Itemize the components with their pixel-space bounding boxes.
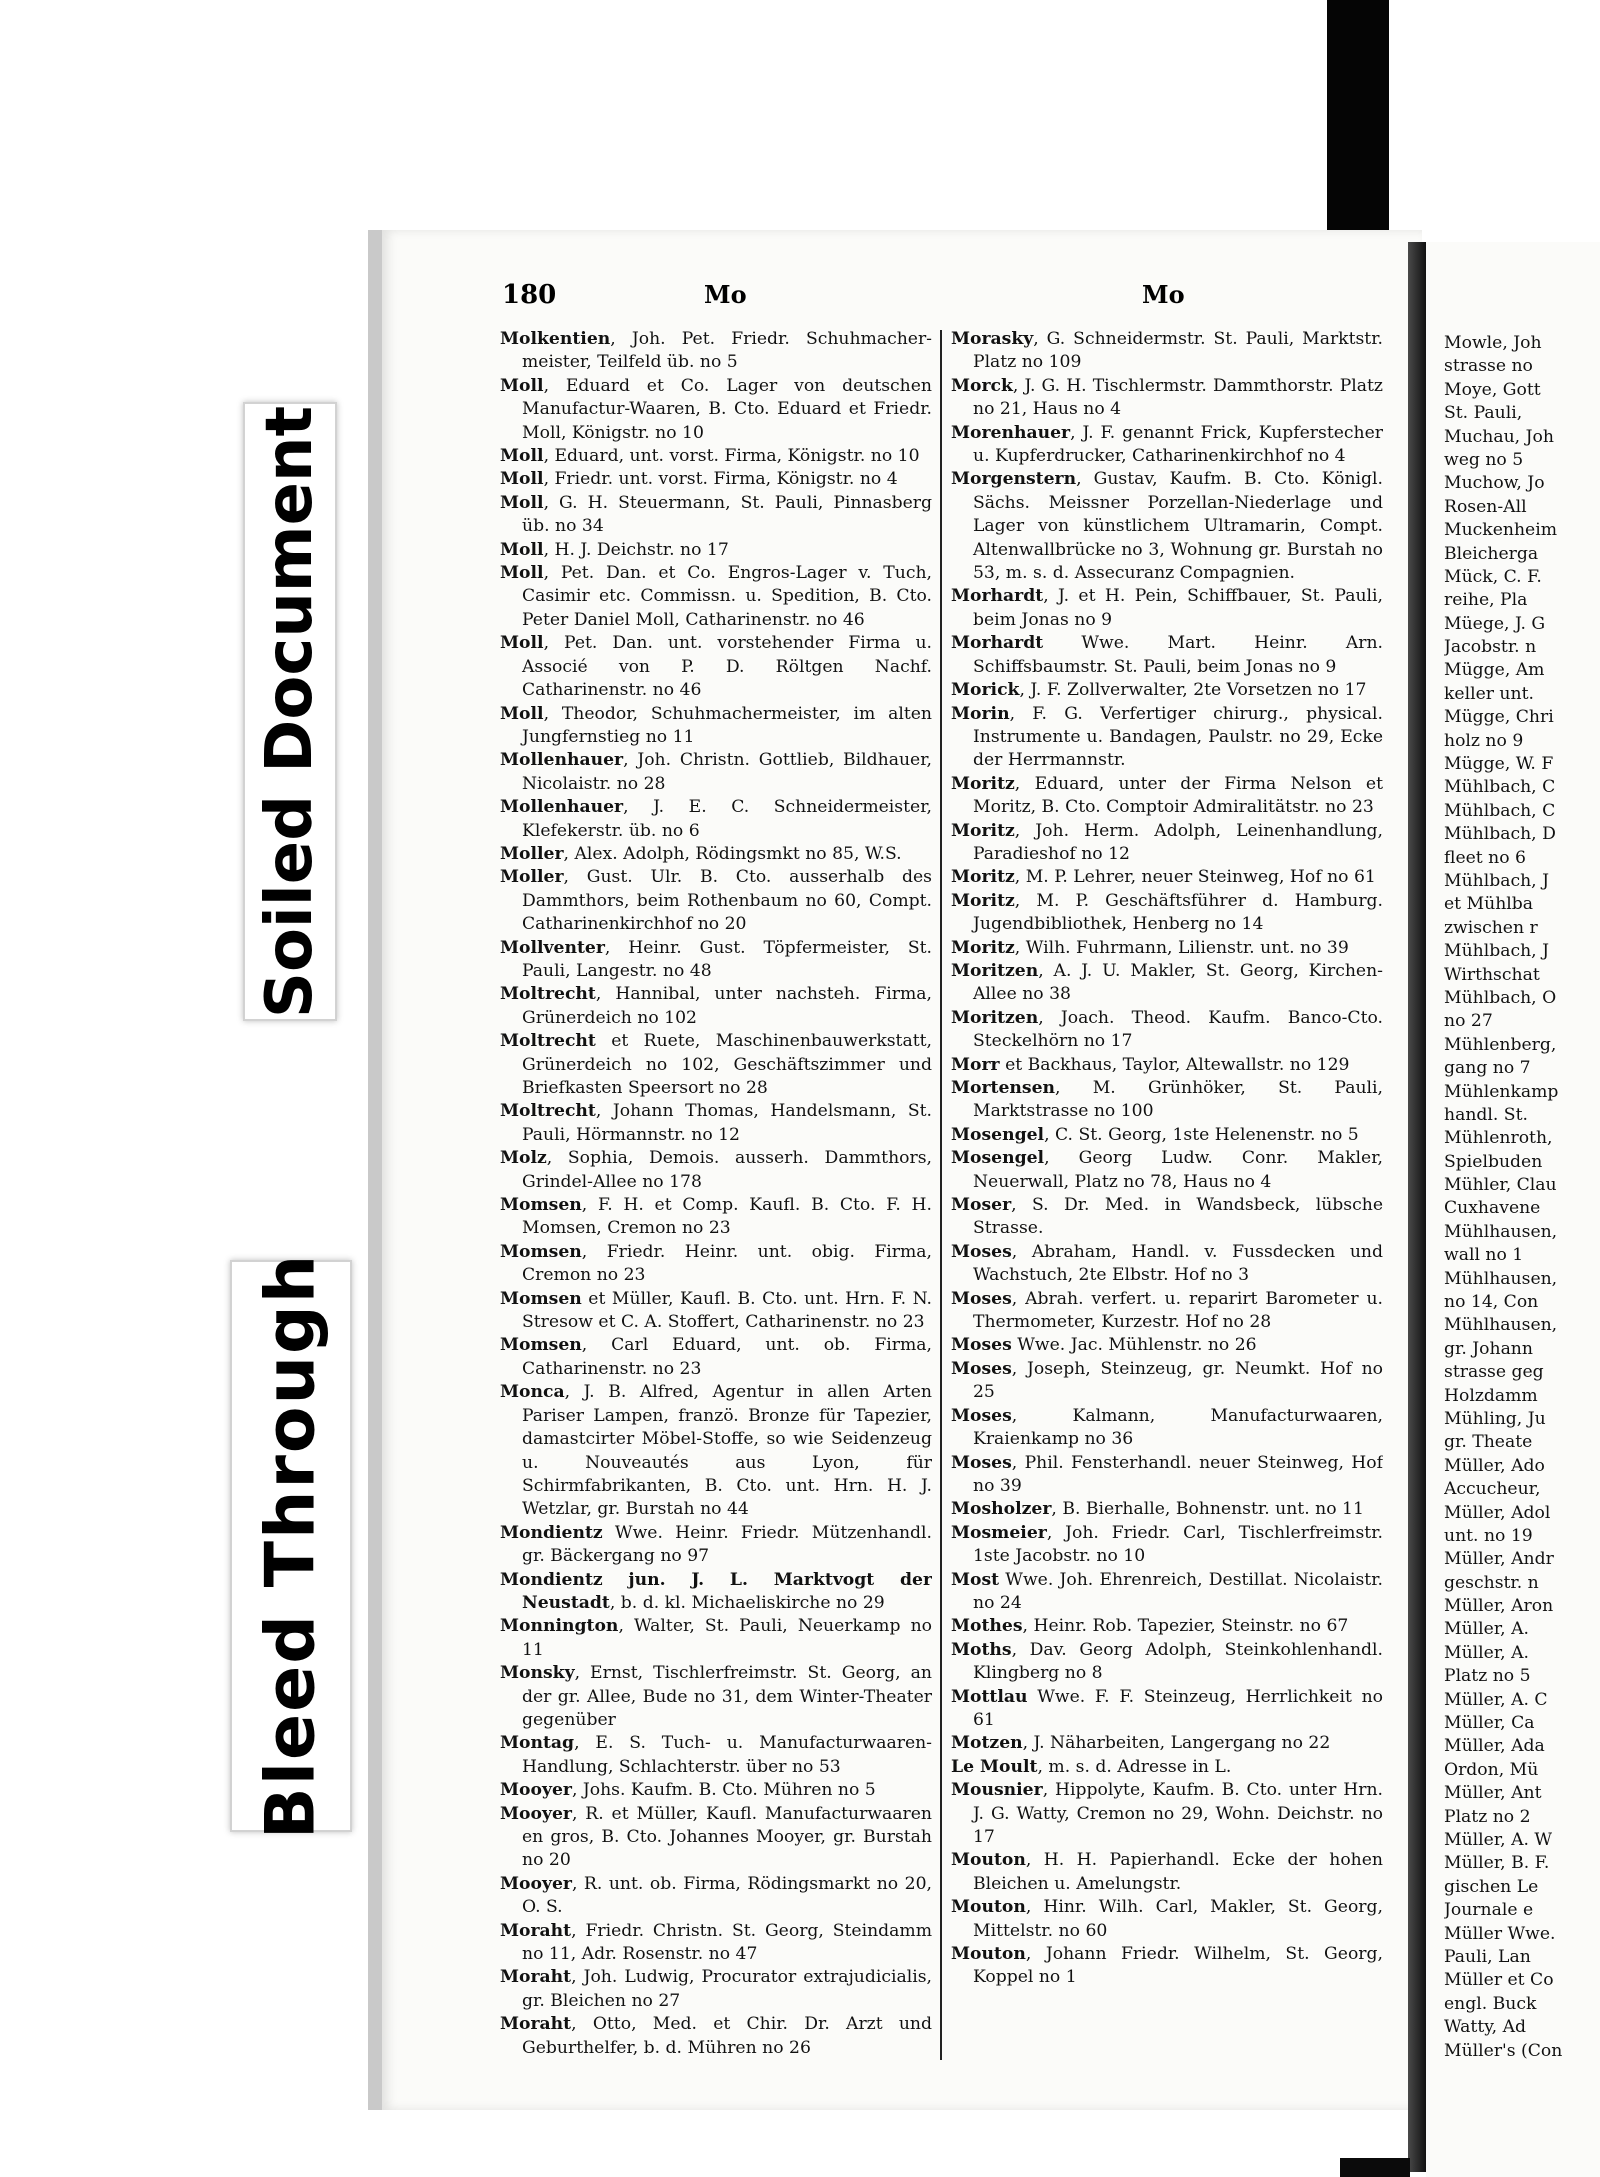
entry-name: Mouton xyxy=(951,1850,1026,1871)
entry-name: Mondientz xyxy=(500,1522,603,1543)
fragment-line: Holzdamm xyxy=(1444,1385,1538,1406)
directory-entry: Moltrecht et Ruete, Maschinenbauwerkstatt, Grünerdeich no 102, Geschäftszimmer und Briefkasten Speersort no 28 xyxy=(500,1031,932,1098)
entry-name: Mosholzer xyxy=(951,1499,1052,1520)
fragment-line: Muckenheim xyxy=(1444,520,1557,541)
entry-name: Morgenstern xyxy=(951,469,1077,490)
directory-entry: Moraht, Friedr. Christn. St. Georg, Steindamm no 11, Adr. Rosenstr. no 47 xyxy=(500,1920,932,1965)
entry-name: Moraht xyxy=(500,1920,572,1941)
directory-entry: Monsky, Ernst, Tischlerfreimstr. St. Georg, an der gr. Allee, Bude no 31, dem Winter-Theater gegenüber xyxy=(500,1663,932,1730)
directory-entry: Moll, Eduard et Co. Lager von deutschen Manufactur-Waaren, B. Cto. Eduard et Friedr. Moll, Königstr. no 10 xyxy=(500,375,932,443)
entry-name: Moltrecht xyxy=(500,1101,596,1122)
directory-entry: Momsen, Friedr. Heinr. unt. obig. Firma, Cremon no 23 xyxy=(500,1241,932,1286)
fragment-line: gr. Johann xyxy=(1444,1338,1533,1359)
directory-entry: Moltrecht, Hannibal, unter nachsteh. Firma, Grünerdeich no 102 xyxy=(500,984,932,1028)
entry-name: Moll xyxy=(500,375,544,396)
entry-name: Mooyer xyxy=(500,1873,572,1894)
entry-name: Moll xyxy=(500,703,544,724)
directory-entry: Most Wwe. Joh. Ehrenreich, Destillat. Nicolaistr. no 24 xyxy=(951,1569,1383,1613)
entry-name: Moses xyxy=(951,1335,1012,1356)
entry-name: Mosengel xyxy=(951,1148,1045,1169)
directory-entry: Mollenhauer, Joh. Christn. Gottlieb, Bildhauer, Nicolaistr. no 28 xyxy=(500,750,932,794)
entry-name: Mosmeier xyxy=(951,1522,1047,1543)
entry-name: Moritz xyxy=(951,937,1015,958)
entry-name: Montag xyxy=(500,1733,575,1754)
entry-name: Momsen xyxy=(500,1195,582,1216)
entry-name: Mothes xyxy=(951,1616,1023,1637)
fragment-line: Müller et Co xyxy=(1444,1970,1554,1991)
directory-entry: Moses Wwe. Jac. Mühlenstr. no 26 xyxy=(951,1335,1257,1356)
entry-name: Mollenhauer xyxy=(500,750,624,771)
directory-entry: Mosmeier, Joh. Friedr. Carl, Tischlerfreimstr. 1ste Jacobstr. no 10 xyxy=(951,1522,1383,1567)
entry-name: Moll xyxy=(500,539,544,560)
fragment-line: Mühlbach, C xyxy=(1444,800,1556,821)
directory-entry: Morick, J. F. Zollverwalter, 2te Vorsetzen no 17 xyxy=(951,680,1367,701)
directory-entry: Mosengel, C. St. Georg, 1ste Helenenstr. no 5 xyxy=(951,1124,1359,1145)
entry-name: Momsen xyxy=(500,1335,582,1356)
entry-name: Moritzen xyxy=(951,960,1039,981)
directory-entry: Moses, Abraham, Handl. v. Fussdecken und Wachstuch, 2te Elbstr. Hof no 3 xyxy=(951,1241,1383,1286)
fragment-line: Müller, Adol xyxy=(1444,1502,1551,1523)
fragment-line: Ordon, Mü xyxy=(1444,1759,1539,1780)
entry-name: Molz xyxy=(500,1148,547,1169)
directory-entry: Mondientz jun. J. L. Marktvogt der Neustadt, b. d. kl. Michaeliskirche no 29 xyxy=(500,1569,932,1613)
entry-name: Moritz xyxy=(951,773,1015,794)
directory-entry: Motzen, J. Näharbeiten, Langergang no 22 xyxy=(951,1733,1331,1754)
directory-entry: Momsen, F. H. et Comp. Kaufl. B. Cto. F. H. Momsen, Cremon no 23 xyxy=(500,1195,932,1239)
fragment-line: Müller Wwe. xyxy=(1444,1923,1556,1944)
entry-name: Mollenhauer xyxy=(500,797,624,818)
next-page-fragment xyxy=(1426,242,1600,2177)
fragment-line: Müller, Aron xyxy=(1444,1596,1554,1617)
directory-entry: Moses, Phil. Fensterhandl. neuer Steinweg, Hof no 39 xyxy=(951,1452,1383,1496)
fragment-line: Mühlbach, J xyxy=(1444,870,1549,891)
directory-entry: Moses, Joseph, Steinzeug, gr. Neumkt. Hof no 25 xyxy=(951,1358,1383,1403)
directory-entry: Moll, Friedr. unt. vorst. Firma, Königstr. no 4 xyxy=(500,469,898,490)
left-column-heading: Mo xyxy=(704,280,747,309)
fragment-line: Mühlenberg, xyxy=(1444,1034,1557,1055)
bleed-through-text: Bleed Through xyxy=(251,1252,331,1840)
directory-entry: Moraht, Joh. Ludwig, Procurator extrajudicialis, gr. Bleichen no 27 xyxy=(500,1967,932,2011)
fragment-line: Müller, A. xyxy=(1444,1619,1529,1640)
entry-name: Moths xyxy=(951,1639,1012,1660)
entry-name: Morck xyxy=(951,375,1013,396)
fragment-line: geschstr. n xyxy=(1444,1572,1539,1593)
fragment-line: Mühling, Ju xyxy=(1444,1408,1546,1429)
entry-name: Monsky xyxy=(500,1663,575,1684)
directory-entry: Mollventer, Heinr. Gust. Töpfermeister, St. Pauli, Langestr. no 48 xyxy=(500,937,932,981)
directory-entry: Moller, Alex. Adolph, Rödingsmkt no 85, W.S. xyxy=(500,843,902,864)
fragment-line: Journale e xyxy=(1444,1900,1534,1921)
directory-entry: Moritz, Eduard, unter der Firma Nelson et Moritz, B. Cto. Comptoir Admiralitätstr. no 23 xyxy=(951,773,1383,818)
soiled-document-label xyxy=(243,402,337,1021)
entry-name: Morr xyxy=(951,1054,1000,1075)
scan-edge-corner xyxy=(1340,2158,1410,2177)
fragment-line: Moye, Gott xyxy=(1444,379,1541,400)
fragment-line: Accucheur, xyxy=(1444,1479,1541,1500)
fragment-line: Mühlbach, O xyxy=(1444,987,1557,1008)
directory-entry: Mouton, H. H. Papierhandl. Ecke der hohen Bleichen u. Amelungstr. xyxy=(951,1850,1383,1894)
directory-entry: Mortensen, M. Grünhöker, St. Pauli, Marktstrasse no 100 xyxy=(951,1078,1383,1122)
directory-entry: Morhardt, J. et H. Pein, Schiffbauer, St. Pauli, beim Jonas no 9 xyxy=(951,586,1383,630)
directory-entry: Mooyer, Johs. Kaufm. B. Cto. Mühren no 5 xyxy=(500,1780,876,1801)
entry-name: Moritz xyxy=(951,867,1015,888)
directory-entry: Moses, Abrah. verfert. u. reparirt Barometer u. Thermometer, Kurzestr. Hof no 28 xyxy=(951,1288,1383,1333)
directory-entry: Momsen, Carl Eduard, unt. ob. Firma, Catharinenstr. no 23 xyxy=(500,1335,932,1379)
fragment-line: Müller's (Con xyxy=(1444,2040,1563,2061)
directory-entry: Monnington, Walter, St. Pauli, Neuerkamp no 11 xyxy=(500,1616,932,1660)
entry-name: Mortensen xyxy=(951,1078,1056,1098)
fragment-line: Mügge, W. F xyxy=(1444,754,1554,775)
fragment-line: Müller, Ca xyxy=(1444,1713,1535,1734)
directory-entry: Moritz, M. P. Lehrer, neuer Steinweg, Hof no 61 xyxy=(951,867,1376,888)
directory-entry: Moll, G. H. Steuermann, St. Pauli, Pinnasberg üb. no 34 xyxy=(500,492,932,537)
directory-entry: Mooyer, R. et Müller, Kaufl. Manufacturwaaren en gros, B. Cto. Johannes Mooyer, gr. Burstah no 20 xyxy=(500,1803,932,1871)
directory-entry: Mondientz Wwe. Heinr. Friedr. Mützenhandl. gr. Bäckergang no 97 xyxy=(500,1522,932,1567)
fragment-line: Müller, Ado xyxy=(1444,1455,1545,1476)
directory-entry: Moll, Pet. Dan. et Co. Engros-Lager v. Tuch, Casimir etc. Commissn. u. Spedition, B. Cto. Peter Daniel Moll, Catharinenstr. no 46 xyxy=(500,563,932,630)
directory-entry: Morgenstern, Gustav, Kaufm. B. Cto. Königl. Sächs. Meissner Porzellan-Niederlage und Lager von künstlichem Ultramarin, Compt. Altenwallbrücke no 3, Wohnung gr. Burstah no 53, m. s. d. Assecuranz Compagnien. xyxy=(951,469,1383,584)
entry-name: Mouton xyxy=(951,1897,1026,1918)
directory-entry: Moll, H. J. Deichstr. no 17 xyxy=(500,539,729,560)
directory-entry: Moll, Theodor, Schuhmachermeister, im alten Jungfernstieg no 11 xyxy=(500,703,932,747)
right-column-heading: Mo xyxy=(1142,280,1185,309)
bleed-through-label xyxy=(230,1252,352,1840)
entry-name: Moller xyxy=(500,843,564,864)
page-number: 180 xyxy=(502,280,557,310)
fragment-line: Mügge, Am xyxy=(1444,660,1545,681)
left-directory-column xyxy=(500,328,932,2088)
entry-name: Moltrecht xyxy=(500,1031,596,1052)
entry-name: Momsen xyxy=(500,1288,582,1309)
directory-entry: Moll, Eduard, unt. vorst. Firma, Königstr. no 10 xyxy=(500,446,920,467)
fragment-line: Mühlbach, J xyxy=(1444,941,1549,962)
directory-entry: Moritz, Joh. Herm. Adolph, Leinenhandlung, Paradieshof no 12 xyxy=(951,820,1383,864)
fragment-line: et Mühlba xyxy=(1444,894,1534,915)
fragment-line: Rosen-All xyxy=(1444,496,1527,517)
directory-entry: Mosholzer, B. Bierhalle, Bohnenstr. unt. no 11 xyxy=(951,1499,1364,1520)
directory-entry: Moll, Pet. Dan. unt. vorstehender Firma u. Associé von P. D. Röltgen Nachf. Catharinenstr. no 46 xyxy=(500,633,932,701)
entry-name: Mosengel xyxy=(951,1124,1045,1145)
entry-name: Morasky xyxy=(951,329,1034,349)
fragment-line: Mügge, Chri xyxy=(1444,707,1554,728)
entry-name: Most xyxy=(951,1569,1000,1590)
fragment-line: Mück, C. F. xyxy=(1444,566,1542,587)
fragment-line: Mühlenkamp xyxy=(1444,1081,1559,1102)
fragment-line: Jacobstr. n xyxy=(1444,637,1537,658)
entry-name: Morenhauer xyxy=(951,422,1071,443)
fragment-line: Spielbuden xyxy=(1444,1151,1543,1172)
entry-name: Mollventer xyxy=(500,937,605,958)
fragment-line: Platz no 2 xyxy=(1444,1806,1531,1827)
directory-entry: Mottlau Wwe. F. F. Steinzeug, Herrlichkeit no 61 xyxy=(951,1686,1383,1730)
directory-entry: Le Moult, m. s. d. Adresse in L. xyxy=(951,1756,1232,1777)
entry-name: Moll xyxy=(500,492,544,513)
entry-name: Molkentien xyxy=(500,329,611,349)
directory-entry: Moller, Gust. Ulr. B. Cto. ausserhalb des Dammthors, beim Rothenbaum no 60, Compt. Catharinenkirchhof no 20 xyxy=(500,867,932,935)
directory-entry: Mooyer, R. unt. ob. Firma, Rödingsmarkt no 20, O. S. xyxy=(500,1873,932,1918)
fragment-line: Müller, A. W xyxy=(1444,1830,1553,1850)
soiled-document-text: Soiled Document xyxy=(253,405,327,1018)
directory-entry: Mosengel, Georg Ludw. Conr. Makler, Neuerwall, Platz no 78, Haus no 4 xyxy=(951,1148,1383,1192)
directory-entry: Mothes, Heinr. Rob. Tapezier, Steinstr. no 67 xyxy=(951,1616,1349,1637)
directory-entry: Morhardt Wwe. Mart. Heinr. Arn. Schiffsbaumstr. St. Pauli, beim Jonas no 9 xyxy=(951,633,1383,677)
fragment-line: weg no 5 xyxy=(1444,449,1524,470)
entry-name: Moser xyxy=(951,1195,1012,1216)
directory-entry: Moritz, Wilh. Fuhrmann, Lilienstr. unt. no 39 xyxy=(951,937,1349,958)
fragment-line: fleet no 6 xyxy=(1444,847,1526,868)
entry-name: Morhardt xyxy=(951,586,1044,607)
directory-entry: Mouton, Hinr. Wilh. Carl, Makler, St. Georg, Mittelstr. no 60 xyxy=(951,1897,1383,1941)
directory-entry: Moser, S. Dr. Med. in Wandsbeck, lübsche Strasse. xyxy=(951,1195,1383,1239)
entry-name: Mouton xyxy=(951,1944,1026,1965)
fragment-line: zwischen r xyxy=(1444,917,1538,938)
directory-entry: Moltrecht, Johann Thomas, Handelsmann, St. Pauli, Hörmannstr. no 12 xyxy=(500,1101,932,1145)
entry-name: Momsen xyxy=(500,1241,582,1262)
fragment-line: Mühlhausen, xyxy=(1444,1268,1558,1289)
directory-entry: Morenhauer, J. F. genannt Frick, Kupferstecher u. Kupferdrucker, Catharinenkirchhof no 4 xyxy=(951,422,1383,467)
fragment-line: Pauli, Lan xyxy=(1444,1946,1531,1967)
fragment-line: gang no 7 xyxy=(1444,1058,1531,1079)
entry-name: Monca xyxy=(500,1382,565,1403)
fragment-line: strasse geg xyxy=(1444,1362,1544,1383)
fragment-line: Mühlbach, D xyxy=(1444,824,1556,845)
directory-entry: Momsen et Müller, Kaufl. B. Cto. unt. Hrn. F. N. Stresow et C. A. Stoffert, Catharinenstr. no 23 xyxy=(500,1288,932,1333)
fragment-line: Muchau, Joh xyxy=(1444,426,1554,447)
fragment-line: Mühlenroth, xyxy=(1444,1128,1553,1149)
directory-entry: Molkentien, Joh. Pet. Friedr. Schuhmacher-meister, Teilfeld üb. no 5 xyxy=(500,329,932,373)
entry-name: Moll xyxy=(500,633,544,654)
fragment-line: Müller, B. F. xyxy=(1444,1853,1550,1874)
directory-entry: Morr et Backhaus, Taylor, Altewallstr. no 129 xyxy=(951,1054,1350,1075)
directory-entry: Moraht, Otto, Med. et Chir. Dr. Arzt und Geburthelfer, b. d. Mühren no 26 xyxy=(500,2014,932,2058)
fragment-line: Muchow, Jo xyxy=(1444,473,1545,494)
entry-name: Moraht xyxy=(500,1967,572,1988)
entry-name: Moses xyxy=(951,1452,1012,1473)
entry-name: Monnington xyxy=(500,1616,619,1637)
page-header xyxy=(502,280,1382,320)
fragment-line: Mühlhausen, xyxy=(1444,1221,1558,1242)
fragment-line: Müller, Ant xyxy=(1444,1783,1542,1804)
fragment-line: Platz no 5 xyxy=(1444,1666,1531,1687)
entry-name: Mousnier xyxy=(951,1780,1043,1801)
directory-entry: Moths, Dav. Georg Adolph, Steinkohlenhandl. Klingberg no 8 xyxy=(951,1639,1383,1684)
fragment-line: no 27 xyxy=(1444,1011,1493,1032)
fragment-line: no 14, Con xyxy=(1444,1292,1539,1313)
fragment-line: Müller, A. C xyxy=(1444,1689,1548,1710)
directory-entry: Molz, Sophia, Demois. ausserh. Dammthors, Grindel-Allee no 178 xyxy=(500,1148,932,1192)
fragment-line: Bleicherga xyxy=(1444,543,1539,564)
entry-name: Moll xyxy=(500,469,544,490)
fragment-line: Müege, J. G xyxy=(1444,613,1546,634)
entry-name: Le Moult xyxy=(951,1756,1038,1777)
directory-entry: Moritzen, Joach. Theod. Kaufm. Banco-Cto. Steckelhörn no 17 xyxy=(951,1007,1383,1052)
entry-name: Moraht xyxy=(500,2014,572,2035)
fragment-line: reihe, Pla xyxy=(1444,590,1528,611)
entry-name: Mottlau xyxy=(951,1686,1028,1707)
entry-name: Moses xyxy=(951,1288,1012,1309)
directory-entry: Morck, J. G. H. Tischlermstr. Dammthorstr. Platz no 21, Haus no 4 xyxy=(951,375,1383,420)
entry-name: Moritz xyxy=(951,820,1015,841)
fragment-line: unt. no 19 xyxy=(1444,1525,1533,1546)
entry-name: Mooyer xyxy=(500,1780,572,1801)
fragment-line: Müller, A. xyxy=(1444,1642,1529,1663)
column-divider xyxy=(940,330,942,2060)
directory-entry: Moritzen, A. J. U. Makler, St. Georg, Kirchen-Allee no 38 xyxy=(951,960,1383,1005)
fragment-line: strasse no xyxy=(1444,356,1533,377)
fragment-line: Wirthschat xyxy=(1444,964,1540,985)
fragment-line: gischen Le xyxy=(1444,1876,1539,1897)
scan-edge-bar xyxy=(1327,0,1389,238)
entry-name: Moses xyxy=(951,1405,1012,1426)
directory-entry: Mouton, Johann Friedr. Wilhelm, St. Georg, Koppel no 1 xyxy=(951,1944,1383,1988)
directory-entry: Morasky, G. Schneidermstr. St. Pauli, Marktstr. Platz no 109 xyxy=(951,329,1383,373)
fragment-line: handl. St. xyxy=(1444,1104,1528,1125)
fragment-line: holz no 9 xyxy=(1444,730,1524,751)
next-page-column xyxy=(1444,332,1600,2063)
directory-entry: Montag, E. S. Tuch- u. Manufacturwaaren-Handlung, Schlachterstr. über no 53 xyxy=(500,1733,932,1777)
directory-entry: Morin, F. G. Verfertiger chirurg., physical. Instrumente u. Bandagen, Paulstr. no 29, Ecke der Herrmannstr. xyxy=(951,703,1383,771)
entry-name: Moll xyxy=(500,563,544,584)
fragment-line: Mühlbach, C xyxy=(1444,777,1556,798)
book-spine xyxy=(1408,242,1426,2172)
directory-entry: Mollenhauer, J. E. C. Schneidermeister, Klefekerstr. üb. no 6 xyxy=(500,797,932,841)
fragment-line: Cuxhavene xyxy=(1444,1198,1541,1219)
entry-name: Moltrecht xyxy=(500,984,596,1005)
entry-name: Moses xyxy=(951,1241,1012,1262)
right-directory-column xyxy=(951,328,1383,2088)
fragment-line: Mowle, Joh xyxy=(1444,333,1542,353)
fragment-line: wall no 1 xyxy=(1444,1245,1524,1266)
directory-entry: Moritz, M. P. Geschäftsführer d. Hamburg. Jugendbibliothek, Henberg no 14 xyxy=(951,890,1383,935)
entry-name: Moller xyxy=(500,867,564,888)
entry-name: Morhardt xyxy=(951,633,1044,654)
fragment-line: keller unt. xyxy=(1444,683,1534,704)
fragment-line: Watty, Ad xyxy=(1444,2017,1526,2038)
fragment-line: engl. Buck xyxy=(1444,1993,1537,2014)
entry-name: Moritz xyxy=(951,890,1015,911)
directory-entry: Mousnier, Hippolyte, Kaufm. B. Cto. unter Hrn. J. G. Watty, Cremon no 29, Wohn. Deichstr. no 17 xyxy=(951,1780,1383,1847)
entry-name: Moll xyxy=(500,446,544,467)
entry-name: Morick xyxy=(951,680,1020,701)
directory-entry: Monca, J. B. Alfred, Agentur in allen Arten Pariser Lampen, franzö. Bronze für Tapezier, damastcirter Möbel-Stoffe, so wie Seidenzeug u. Nouveautés aus Lyon, für Schirmfabrikanten, B. Cto. unt. Hrn. H. J. Wetzlar, gr. Burstah no 44 xyxy=(500,1382,932,1520)
fragment-line: St. Pauli, xyxy=(1444,403,1523,424)
entry-name: Moritzen xyxy=(951,1007,1039,1028)
fragment-line: gr. Theate xyxy=(1444,1432,1533,1453)
directory-entry: Moses, Kalmann, Manufacturwaaren, Kraienkamp no 36 xyxy=(951,1405,1383,1450)
book-page xyxy=(368,230,1422,2110)
entry-name: Mondientz jun. J. L. Marktvogt der Neustadt xyxy=(500,1569,932,1613)
entry-name: Moses xyxy=(951,1358,1012,1379)
fragment-line: Mühler, Clau xyxy=(1444,1175,1557,1196)
fragment-line: Mühlhausen, xyxy=(1444,1315,1558,1336)
fragment-line: Müller, Andr xyxy=(1444,1549,1554,1570)
entry-name: Motzen xyxy=(951,1733,1023,1754)
entry-name: Morin xyxy=(951,703,1010,724)
fragment-line: Müller, Ada xyxy=(1444,1736,1545,1757)
entry-name: Mooyer xyxy=(500,1803,572,1824)
